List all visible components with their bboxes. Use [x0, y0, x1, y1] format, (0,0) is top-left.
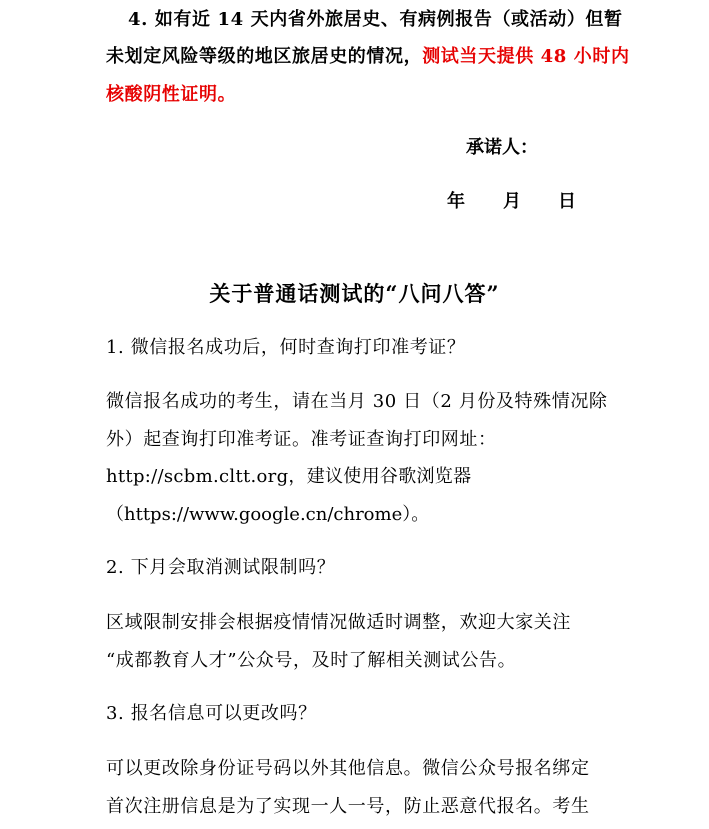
- item4-line3-highlight: 核酸阴性证明。: [106, 84, 237, 105]
- date-day: 日: [558, 191, 576, 212]
- faq-answer-2-line2: “成都教育人才”公众号，及时了解相关测试公告。: [106, 650, 517, 671]
- faq-answer-1-line2: 外）起查询打印准考证。准考证查询打印网址：: [106, 429, 497, 450]
- item4-line2-text: 未划定风险等级的地区旅居史的情况，: [106, 46, 423, 67]
- faq-answer-1-line3: http://scbm.cltt.org，建议使用谷歌浏览器: [106, 466, 472, 487]
- faq-answer-2-line1: 区域限制安排会根据疫情情况做适时调整，欢迎大家关注: [106, 612, 571, 633]
- faq-answer-1-line4: （https://www.google.cn/chrome）。: [106, 504, 430, 525]
- faq-answer-3-line1: 可以更改除身份证号码以外其他信息。微信公众号报名绑定: [106, 758, 590, 779]
- item4-line2: [106, 45, 630, 69]
- faq-answer-3-line2: 首次注册信息是为了实现一人一号，防止恶意代报名。考生: [106, 796, 590, 817]
- item4-line1: 4. 如有近 14 天内省外旅居史、有病例报告（或活动）但暂: [128, 9, 623, 30]
- promiser-label: 承诺人：: [466, 137, 538, 158]
- item4-line2-highlight: 测试当天提供 48 小时内: [422, 46, 630, 67]
- date-year: 年: [447, 191, 465, 212]
- faq-question-3: 3. 报名信息可以更改吗？: [106, 703, 317, 724]
- faq-question-1: 1. 微信报名成功后，何时查询打印准考证？: [106, 337, 466, 358]
- date-month: 月: [503, 191, 521, 212]
- faq-question-2: 2. 下月会取消测试限制吗？: [106, 557, 336, 578]
- faq-title: 关于普通话测试的“八问八答”: [209, 281, 500, 306]
- faq-answer-1-line1: 微信报名成功的考生，请在当月 30 日（2 月份及特殊情况除: [106, 391, 608, 412]
